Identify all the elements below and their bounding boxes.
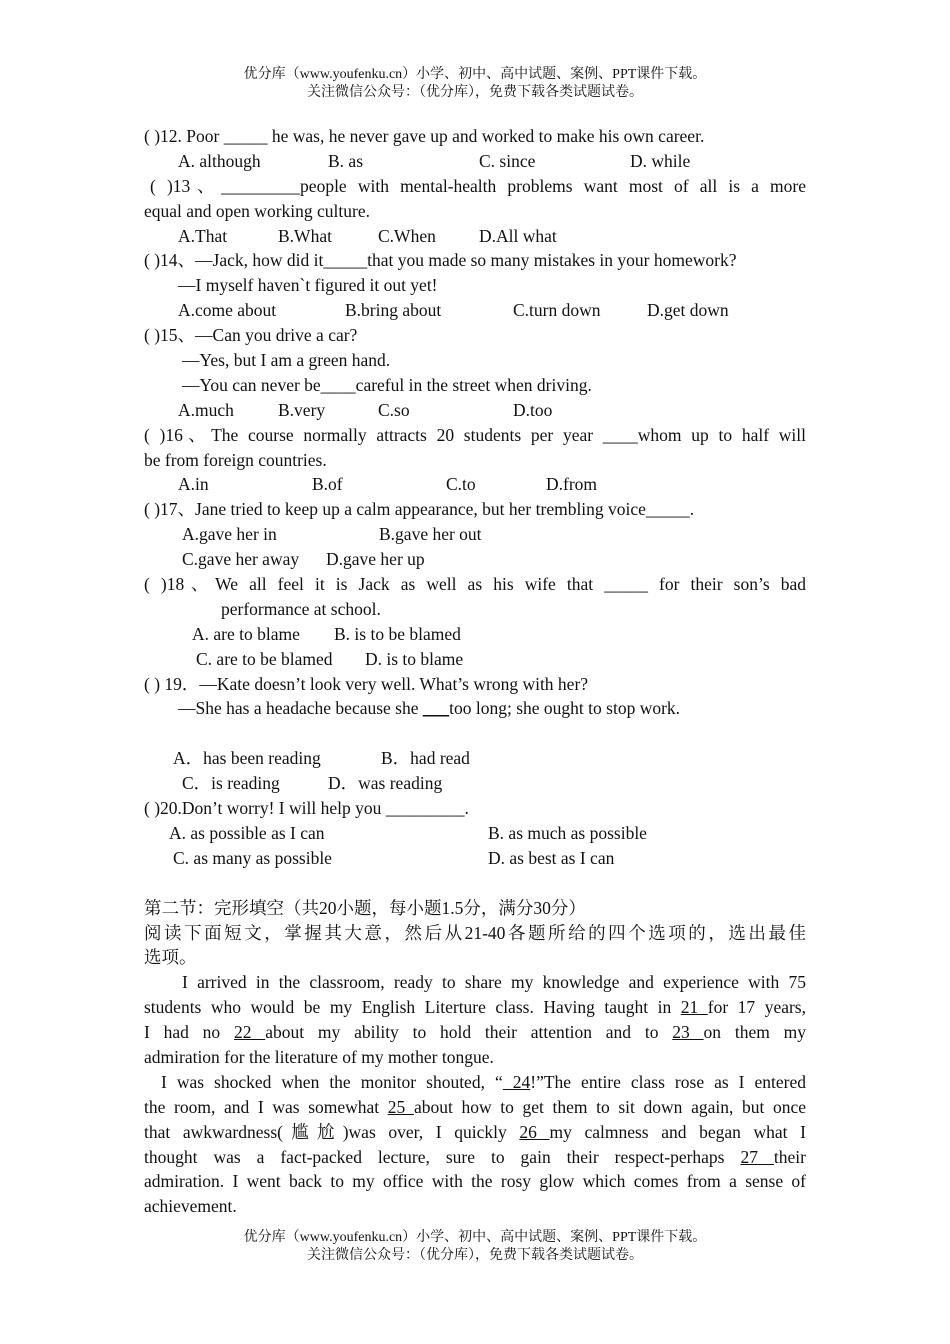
passage-text: students who would be my English Literture class. Having taught in	[144, 997, 681, 1018]
blank-26: 26	[519, 1121, 550, 1142]
spacer	[144, 871, 806, 896]
option-d: D. is to blame	[365, 648, 464, 669]
passage-text: their	[773, 1146, 806, 1167]
question-13-options	[144, 224, 806, 249]
page-header	[0, 66, 950, 102]
page-footer	[0, 1229, 950, 1265]
question-14-options	[144, 298, 806, 323]
option-d: D.too	[513, 399, 553, 420]
option-d: D.All what	[479, 225, 557, 246]
blank-21: 21	[680, 997, 708, 1018]
question-15-stem-line-1: ( )15、—Can you drive a car?	[144, 325, 358, 346]
question-12-stem: ( )12. Poor _____ he was, he never gave up and worked to make his own career.	[144, 126, 705, 146]
passage-text: on them my	[703, 1022, 806, 1043]
option-b: B.gave her out	[379, 524, 482, 545]
question-19-options-row-1	[144, 746, 806, 771]
option-d: D.from	[546, 474, 598, 495]
question-16-options	[144, 472, 806, 497]
passage-text: about how to get them to sit down again, but once	[413, 1096, 807, 1117]
option-c: C.turn down	[513, 300, 601, 321]
question-13-stem-line-2: equal and open working culture.	[144, 200, 370, 221]
passage-p1-line-2	[144, 995, 806, 1020]
header-line-1: 优分库（www.youfenku.cn）小学、初中、高中试题、案例、PPT课件下载。	[243, 67, 707, 82]
question-20-stem: ( )20.Don’t worry! I will help you _________.	[144, 798, 469, 819]
option-b: B.bring about	[345, 300, 442, 321]
question-18-options-row-1	[144, 622, 806, 647]
passage-p2-line-4	[144, 1145, 806, 1170]
option-b: B. as	[328, 150, 363, 171]
question-14-stem-line-1: ( )14、—Jack, how did it_____that you made so many mistakes in your homework?	[144, 250, 737, 271]
blank-24: 24	[502, 1071, 531, 1092]
section-2-instructions-line-1: 阅读下面短文，掌握其大意，然后从21-40各题所给的四个选项的，选出最佳	[144, 922, 806, 943]
footer-line-2: 关注微信公众号：（优分库），免费下载各类试题试卷。	[307, 1248, 643, 1263]
passage-p2-line-5: admiration. I went back to my office with the rosy glow which comes from a sense of	[144, 1171, 806, 1192]
passage-text: about my ability to hold their attention and to	[265, 1022, 673, 1043]
passage-text: I had no	[144, 1022, 234, 1043]
stem-text: too long; she ought to stop work.	[449, 698, 681, 719]
passage-p1-line-1: I arrived in the classroom, ready to share my knowledge and experience with 75	[182, 972, 806, 993]
question-15-stem-line-2: —Yes, but I am a green hand.	[182, 350, 391, 371]
option-c: C. since	[479, 150, 536, 171]
question-16-stem-line-2: be from foreign countries.	[144, 449, 327, 470]
option-c: C. are to be blamed	[196, 648, 333, 669]
option-a: A.That	[178, 225, 228, 246]
option-d: D. while	[630, 150, 691, 171]
blank-25: 25	[387, 1096, 414, 1117]
question-15-options	[144, 398, 806, 423]
option-a: A.gave her in	[182, 524, 277, 545]
option-d: D.get down	[647, 300, 729, 321]
passage-p1-line-4: admiration for the literature of my mother tongue.	[144, 1046, 494, 1067]
question-16-stem-line-1: ( )16、The course normally attracts 20 students per year ____whom up to half will	[144, 424, 806, 445]
question-18-stem-line-1: ( )18、We all feel it is Jack as well as his wife that _____ for their son’s bad	[144, 574, 806, 595]
option-b: B. as much as possible	[488, 822, 647, 843]
option-c: C.When	[378, 225, 436, 246]
passage-text: I was shocked when the monitor shouted, “	[161, 1071, 503, 1092]
passage-text: the room, and I was somewhat	[144, 1096, 388, 1117]
passage-text: thought was a fact-packed lecture, sure to gain their respect-perhaps	[144, 1146, 741, 1167]
blank-22: 22	[233, 1022, 266, 1043]
passage-p2-line-6: achievement.	[144, 1196, 237, 1217]
question-19-options-row-2	[144, 771, 806, 796]
option-b: B.of	[312, 474, 343, 495]
section-2-title: 第二节：完形填空（共20小题，每小题1.5分，满分30分）	[144, 897, 586, 918]
question-20-options-row-2	[144, 846, 806, 871]
option-b: B. is to be blamed	[334, 623, 461, 644]
option-c: C.so	[378, 399, 410, 420]
option-a: A. although	[178, 150, 261, 171]
passage-p2-line-2	[144, 1095, 806, 1120]
option-a: A．has been reading	[173, 748, 321, 769]
question-12-options	[144, 149, 806, 174]
option-c: C. as many as possible	[173, 847, 332, 868]
passage-p2-line-1	[144, 1070, 806, 1095]
passage-p2-line-3	[144, 1120, 806, 1145]
option-a: A.come about	[178, 300, 277, 321]
header-line-2: 关注微信公众号：（优分库），免费下载各类试题试卷。	[307, 85, 643, 100]
question-18-stem-line-2: performance at school.	[221, 598, 381, 619]
passage-text: that awkwardness(尴尬)was over, I quickly	[144, 1121, 520, 1142]
option-a: A. as possible as I can	[169, 822, 325, 843]
question-17-stem: ( )17、Jane tried to keep up a calm appearance, but her trembling voice_____.	[144, 499, 695, 520]
question-15-stem-line-3: —You can never be____careful in the street when driving.	[182, 374, 592, 395]
passage-text: for 17 years,	[707, 997, 806, 1018]
question-17-options-row-1	[144, 522, 806, 547]
exam-page-body	[144, 124, 806, 1219]
passage-p1-line-3	[144, 1020, 806, 1045]
footer-line-1: 优分库（www.youfenku.cn）小学、初中、高中试题、案例、PPT课件下载。	[243, 1230, 707, 1245]
option-c: C.gave her away	[182, 549, 300, 570]
option-d: D.gave her up	[326, 549, 425, 570]
question-20-options-row-1	[144, 821, 806, 846]
passage-text: my calmness and began what I	[549, 1121, 806, 1142]
section-2-instructions-line-2: 选项。	[144, 947, 197, 968]
option-c: C．is reading	[182, 773, 280, 794]
question-14-stem-line-2: —I myself haven`t figured it out yet!	[178, 275, 438, 296]
question-18-options-row-2	[144, 647, 806, 672]
option-b: B.What	[278, 225, 332, 246]
option-d: D. as best as I can	[488, 847, 615, 868]
option-a: A.in	[178, 474, 209, 495]
passage-text: !”The entire class rose as I entered	[530, 1071, 807, 1092]
question-19-stem-line-2	[144, 696, 806, 721]
stem-text: —She has a headache because she	[178, 698, 423, 719]
option-d: D．was reading	[328, 773, 443, 794]
spacer	[144, 721, 806, 746]
question-19-stem-line-1: ( ) 19．—Kate doesn’t look very well. What’s wrong with her?	[144, 673, 589, 694]
option-b: B.very	[278, 399, 326, 420]
question-17-options-row-2	[144, 547, 806, 572]
question-13-stem-line-1: ( )13、_________people with mental-health problems want most of all is a more	[150, 175, 806, 196]
answer-blank: ___	[422, 698, 450, 719]
option-c: C.to	[446, 474, 476, 495]
blank-23: 23	[672, 1022, 704, 1043]
option-a: A.much	[178, 399, 234, 420]
option-b: B．had read	[381, 748, 470, 769]
option-a: A. are to blame	[192, 623, 300, 644]
blank-27: 27	[740, 1146, 774, 1167]
